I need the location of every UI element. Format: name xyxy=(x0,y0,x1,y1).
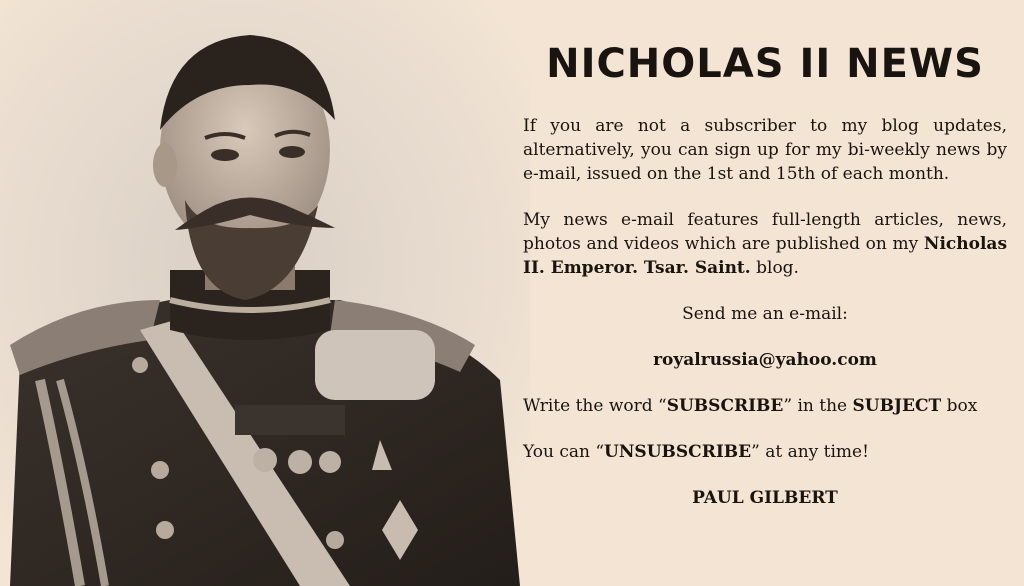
subject-word: SUBJECT xyxy=(852,396,942,416)
email-text: royalrussia@yahoo.com xyxy=(653,350,877,370)
newsletter-panel xyxy=(523,40,1007,510)
intro-paragraph: If you are not a subscriber to my blog updates, alternatively, you can sign up for my bi-weekly news by e-mail, issued on the 1st and 15th of each month. xyxy=(523,116,1007,184)
features-suffix: blog. xyxy=(756,258,799,278)
features-prefix: My news e-mail features full-length articles, news, photos and videos which are published on my xyxy=(523,210,1007,254)
signature xyxy=(523,486,1007,510)
unsub-prefix: You can “ xyxy=(523,442,605,462)
unsub-suffix: ” at any time! xyxy=(751,442,869,462)
subscribe-word: SUBSCRIBE xyxy=(666,396,784,416)
blog-name: Nicholas II. Emperor. Tsar. Saint. xyxy=(523,234,1008,278)
write-middle: ” in the xyxy=(783,396,848,416)
write-suffix: box xyxy=(946,396,978,416)
email-address xyxy=(523,348,1007,372)
unsubscribe-word: UNSUBSCRIBE xyxy=(604,442,752,462)
page-title: NICHOLAS II NEWS xyxy=(546,41,984,87)
subscribe-instructions xyxy=(523,394,1007,418)
features-paragraph xyxy=(523,208,1007,280)
send-label: Send me an e-mail: xyxy=(682,304,848,324)
unsubscribe-note xyxy=(523,440,1007,464)
signature-text: PAUL GILBERT xyxy=(692,488,838,508)
write-prefix: Write the word “ xyxy=(523,396,667,416)
